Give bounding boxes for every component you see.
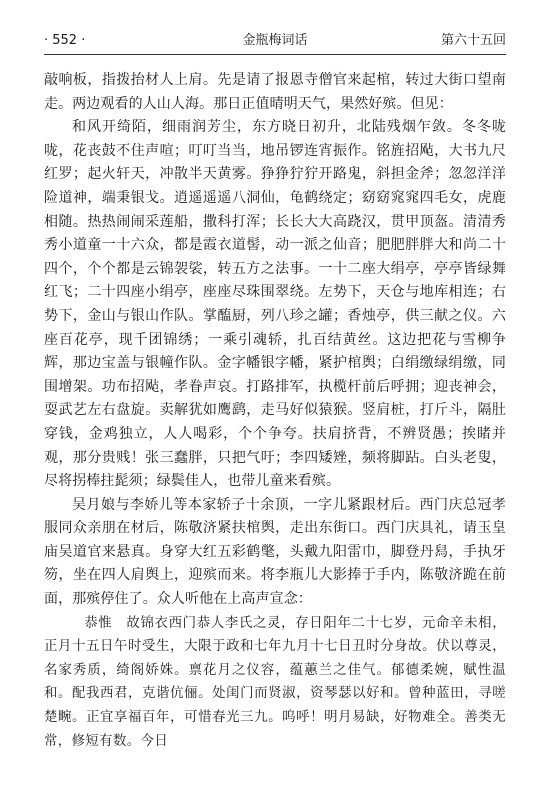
book-page bbox=[44, 30, 506, 753]
header-rule bbox=[44, 54, 506, 55]
paragraph-continuation: 敲响板，指拨抬材人上肩。先是请了报恩寺僧官来起棺，转过大街口望南走。两边观看的人山人海。那日正值晴明天气，果然好殡。但见： bbox=[44, 72, 506, 112]
body-text bbox=[44, 69, 506, 753]
book-title: 金瓶梅词话 bbox=[242, 33, 308, 48]
paragraph-eulogy: 恭惟 故锦衣西门恭人李氏之灵，存日阳年二十七岁，元命辛未相，正月十五日午时受生，大限于政和七年九月十七日丑时分身故。伏以尊灵，名家秀质，绮阁娇姝。禀花月之仪容，蕴蕙兰之佳气。郁德柔婉，赋性温和。配我西君，克谐伉俪。处闺门而贤淑，资琴瑟以好和。曾种蓝田，寻嗟楚畹。正宜享福百年，可惜春光三九。呜呼！明月易缺，好物难全。善类无常，修短有数。今日 bbox=[44, 615, 506, 749]
paragraph-procession-verse: 和风开绮陌，细雨润芳尘，东方晓日初升，北陆残烟乍敛。冬冬咙咙，花丧鼓不住声喧；叮叮当当，地吊锣连宵振作。铭旌招飐，大书九尺红罗；起火轩天，冲散半天黄雾。狰狰狞狞开路鬼，斜担金斧；忽忽洋洋险道神，端秉银戈。逍遥遥遥八洞仙，龟鹤绕定；窈窈窕窕四毛女，虎鹿相随。热热闹闹采莲船，撒科打浑；长长大大高跷汉，贯甲顶盔。清清秀秀小道童一十六众，都是霞衣道髻，动一派之仙音；肥肥胖胖大和尚二十四个，个个都是云锦袈裟，转五方之法事。一十二座大绢亭，亭亭皆绿舞红飞；二十四座小绢亭，座座尽珠围翠绕。左势下，天仓与地库相连；右势下，金山与银山作队。掌醢厨，列八珍之罐；香烛亭，供三献之仪。六座百花亭，现千团锦绣；一乘引魂轿，扎百结黄丝。这边把花与雪柳争辉，那边宝盖与银幢作队。金字幡银字幡，紧护棺舆；白绢缴绿绢缴，同围增架。功布招飐，孝眷声哀。打路排军，执榄杆前后呼拥；迎丧神会，耍武艺左右盘旋。卖解犹如鹰鹞，走马好似猿猴。竖肩桩，打斤斗，隔肚穿钱，金鸡独立，人人喝彩，个个争夸。扶肩挤背，不辨贤愚；挨睹并观，那分贵贱！张三蠢胖，只把气吁；李四矮矬，频将脚跕。白头老叟，尽将拐棒拄髭须；绿鬓佳人，也带儿童来看殡。 bbox=[44, 119, 506, 490]
chapter-title: 第六十五回 bbox=[440, 33, 506, 48]
running-header bbox=[44, 30, 506, 52]
page-number: · 552 · bbox=[44, 33, 86, 48]
paragraph-funeral-procession: 吴月娘与李娇儿等本家轿子十余顶，一字儿紧跟材后。西门庆总冠孝服同众亲朋在材后，陈敬济紧扶棺舆，走出东街口。西门庆具礼，请玉皇庙吴道官来悬真。身穿大红五彩鹤氅，头戴九阳雷巾，脚登丹舄，手执牙笏，坐在四人肩舆上，迎殡而来。将李瓶儿大影捧于手内，陈敬济跪在前面，那殡停住了。众人听他在上高声宣念： bbox=[44, 496, 506, 608]
